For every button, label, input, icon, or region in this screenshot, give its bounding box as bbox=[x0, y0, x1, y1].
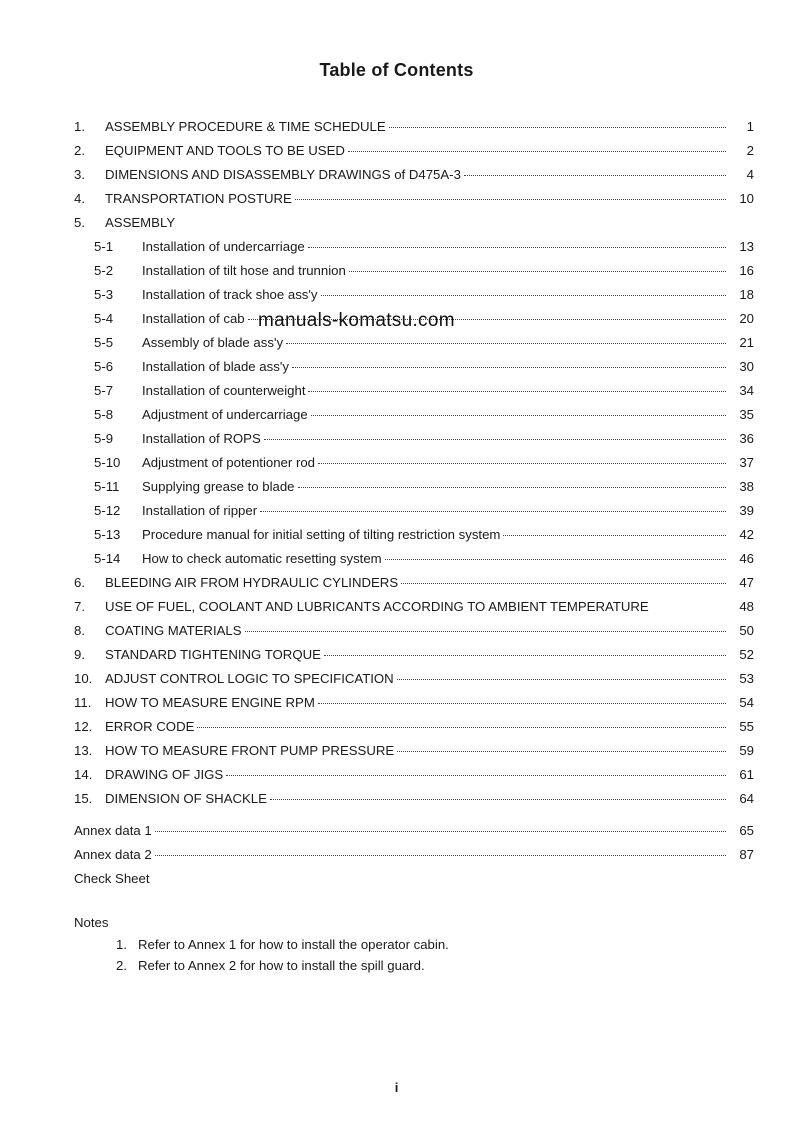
toc-page: 34 bbox=[739, 383, 754, 398]
dot-leader bbox=[270, 799, 726, 800]
toc-page: 16 bbox=[739, 263, 754, 278]
annex-page: 87 bbox=[739, 847, 754, 862]
toc-entry-9[interactable] bbox=[74, 643, 754, 667]
toc-number: 1. bbox=[74, 119, 85, 134]
toc-label: EQUIPMENT AND TOOLS TO BE USED bbox=[105, 143, 345, 158]
notes-section bbox=[74, 912, 449, 976]
dot-leader bbox=[324, 655, 726, 656]
toc-number: 15. bbox=[74, 791, 93, 806]
note-text: Refer to Annex 1 for how to install the operator cabin. bbox=[138, 937, 449, 952]
toc-page: 36 bbox=[739, 431, 754, 446]
page-title: Table of Contents bbox=[319, 60, 474, 80]
toc-number: 5-13 bbox=[94, 527, 121, 542]
toc-entry-5-8[interactable] bbox=[74, 403, 754, 427]
toc-entry-3[interactable] bbox=[74, 163, 754, 187]
toc-number: 10. bbox=[74, 671, 93, 686]
toc-number: 5-2 bbox=[94, 263, 114, 278]
toc-entry-5-13[interactable] bbox=[74, 523, 754, 547]
toc-entry-14[interactable] bbox=[74, 763, 754, 787]
dot-leader bbox=[260, 511, 726, 512]
watermark: manuals-komatsu.com bbox=[258, 310, 455, 331]
toc-entry-4[interactable] bbox=[74, 187, 754, 211]
note-item bbox=[74, 955, 449, 976]
toc-page: 10 bbox=[739, 191, 754, 206]
toc-page: 37 bbox=[739, 455, 754, 470]
toc-page: 53 bbox=[739, 671, 754, 686]
toc-number: 5-5 bbox=[94, 335, 114, 350]
toc-entry-6[interactable] bbox=[74, 571, 754, 595]
toc-page: 54 bbox=[739, 695, 754, 710]
toc-label: HOW TO MEASURE ENGINE RPM bbox=[105, 695, 315, 710]
toc-label: USE OF FUEL, COOLANT AND LUBRICANTS ACCORDING TO AMBIENT TEMPERATURE bbox=[105, 599, 649, 614]
dot-leader bbox=[245, 631, 726, 632]
annex-entry-2[interactable] bbox=[74, 843, 754, 867]
toc-entry-5-6[interactable] bbox=[74, 355, 754, 379]
dot-leader bbox=[155, 855, 726, 856]
toc-entry-5-7[interactable] bbox=[74, 379, 754, 403]
toc-label: Adjustment of potentioner rod bbox=[142, 455, 316, 470]
toc-page: 35 bbox=[739, 407, 754, 422]
table-of-contents bbox=[74, 115, 754, 891]
toc-page: 2 bbox=[746, 143, 754, 158]
toc-label: Installation of counterweight bbox=[142, 383, 306, 398]
toc-page: 46 bbox=[739, 551, 754, 566]
toc-label: BLEEDING AIR FROM HYDRAULIC CYLINDERS bbox=[105, 575, 399, 590]
dot-leader bbox=[286, 343, 726, 344]
toc-page: 30 bbox=[739, 359, 754, 374]
toc-entry-5-12[interactable] bbox=[74, 499, 754, 523]
annex-label: Check Sheet bbox=[74, 871, 150, 886]
toc-page: 55 bbox=[739, 719, 754, 734]
toc-label: ERROR CODE bbox=[105, 719, 195, 734]
note-number: 1. bbox=[116, 937, 127, 952]
toc-label: How to check automatic resetting system bbox=[142, 551, 382, 566]
toc-entry-5-5[interactable] bbox=[74, 331, 754, 355]
dot-leader bbox=[349, 271, 726, 272]
toc-number: 5-3 bbox=[94, 287, 114, 302]
dot-leader bbox=[318, 463, 726, 464]
toc-number: 5-4 bbox=[94, 311, 114, 326]
toc-page: 38 bbox=[739, 479, 754, 494]
annex-entry-1[interactable] bbox=[74, 819, 754, 843]
toc-page: 47 bbox=[739, 575, 754, 590]
toc-number: 13. bbox=[74, 743, 93, 758]
toc-page: 4 bbox=[746, 167, 754, 182]
annex-label: Annex data 1 bbox=[74, 823, 152, 838]
toc-label: DIMENSION OF SHACKLE bbox=[105, 791, 267, 806]
toc-page: 21 bbox=[739, 335, 754, 350]
toc-number: 3. bbox=[74, 167, 85, 182]
dot-leader bbox=[197, 727, 726, 728]
dot-leader bbox=[155, 831, 726, 832]
toc-label: Installation of ripper bbox=[142, 503, 258, 518]
dot-leader bbox=[385, 559, 726, 560]
toc-number: 14. bbox=[74, 767, 93, 782]
toc-label: Assembly of blade ass'y bbox=[142, 335, 284, 350]
dot-leader bbox=[348, 151, 726, 152]
toc-entry-5-11[interactable] bbox=[74, 475, 754, 499]
toc-label: Supplying grease to blade bbox=[142, 479, 295, 494]
toc-number: 5-1 bbox=[94, 239, 114, 254]
dot-leader bbox=[308, 391, 726, 392]
toc-page: 20 bbox=[739, 311, 754, 326]
toc-page: 59 bbox=[739, 743, 754, 758]
toc-entry-15[interactable] bbox=[74, 787, 754, 811]
toc-page: 42 bbox=[739, 527, 754, 542]
dot-leader bbox=[295, 199, 726, 200]
toc-number: 4. bbox=[74, 191, 85, 206]
toc-label: STANDARD TIGHTENING TORQUE bbox=[105, 647, 321, 662]
annex-page: 65 bbox=[739, 823, 754, 838]
toc-entry-13[interactable] bbox=[74, 739, 754, 763]
toc-entry-10[interactable] bbox=[74, 667, 754, 691]
toc-entry-5-14[interactable] bbox=[74, 547, 754, 571]
toc-number: 8. bbox=[74, 623, 85, 638]
check-sheet-entry[interactable] bbox=[74, 867, 754, 891]
toc-label: Adjustment of undercarriage bbox=[142, 407, 308, 422]
toc-entry-7[interactable] bbox=[74, 595, 754, 619]
toc-page: 61 bbox=[739, 767, 754, 782]
annex-label: Annex data 2 bbox=[74, 847, 152, 862]
toc-page: 50 bbox=[739, 623, 754, 638]
dot-leader bbox=[292, 367, 726, 368]
dot-leader bbox=[308, 247, 726, 248]
notes-title: Notes bbox=[74, 915, 109, 930]
toc-label: ADJUST CONTROL LOGIC TO SPECIFICATION bbox=[105, 671, 394, 686]
toc-label: Procedure manual for initial setting of tilting restriction system bbox=[142, 527, 501, 542]
dot-leader bbox=[397, 679, 726, 680]
toc-entry-5-1[interactable] bbox=[74, 235, 754, 259]
toc-number: 5. bbox=[74, 215, 85, 230]
toc-label: COATING MATERIALS bbox=[105, 623, 242, 638]
dot-leader bbox=[503, 535, 726, 536]
toc-number: 5-10 bbox=[94, 455, 121, 470]
toc-entry-12[interactable] bbox=[74, 715, 754, 739]
toc-page: 64 bbox=[739, 791, 754, 806]
toc-label: Installation of cab bbox=[142, 311, 245, 326]
toc-number: 9. bbox=[74, 647, 85, 662]
toc-number: 5-11 bbox=[94, 479, 120, 494]
dot-leader bbox=[464, 175, 726, 176]
toc-label: ASSEMBLY bbox=[105, 215, 176, 230]
toc-entry-5-9[interactable] bbox=[74, 427, 754, 451]
dot-leader bbox=[389, 127, 726, 128]
toc-number: 7. bbox=[74, 599, 85, 614]
toc-number: 6. bbox=[74, 575, 85, 590]
toc-number: 5-8 bbox=[94, 407, 114, 422]
toc-page: 39 bbox=[739, 503, 754, 518]
toc-label: TRANSPORTATION POSTURE bbox=[105, 191, 292, 206]
toc-page: 18 bbox=[739, 287, 754, 302]
toc-entry-11[interactable] bbox=[74, 691, 754, 715]
toc-number: 5-7 bbox=[94, 383, 114, 398]
toc-label: Installation of ROPS bbox=[142, 431, 261, 446]
dot-leader bbox=[397, 751, 726, 752]
dot-leader bbox=[226, 775, 726, 776]
dot-leader bbox=[318, 703, 726, 704]
toc-entry-5-3[interactable] bbox=[74, 283, 754, 307]
toc-number: 5-9 bbox=[94, 431, 114, 446]
toc-label: Installation of undercarriage bbox=[142, 239, 305, 254]
toc-label: ASSEMBLY PROCEDURE & TIME SCHEDULE bbox=[105, 119, 386, 134]
toc-entry-5-10[interactable] bbox=[74, 451, 754, 475]
toc-page: 1 bbox=[746, 119, 754, 134]
toc-label: HOW TO MEASURE FRONT PUMP PRESSURE bbox=[105, 743, 395, 758]
note-text: Refer to Annex 2 for how to install the spill guard. bbox=[138, 958, 425, 973]
page-number: i bbox=[394, 1080, 399, 1095]
toc-label: DIMENSIONS AND DISASSEMBLY DRAWINGS of D475A-3 bbox=[105, 167, 461, 182]
toc-entry-5-2[interactable] bbox=[74, 259, 754, 283]
toc-number: 2. bbox=[74, 143, 85, 158]
note-item bbox=[74, 934, 449, 955]
dot-leader bbox=[311, 415, 726, 416]
toc-entry-2[interactable] bbox=[74, 139, 754, 163]
toc-label: Installation of track shoe ass'y bbox=[142, 287, 318, 302]
toc-label: Installation of blade ass'y bbox=[142, 359, 289, 374]
toc-number: 5-14 bbox=[94, 551, 121, 566]
toc-number: 5-12 bbox=[94, 503, 121, 518]
toc-number: 12. bbox=[74, 719, 93, 734]
toc-entry-8[interactable] bbox=[74, 619, 754, 643]
toc-label: Installation of tilt hose and trunnion bbox=[142, 263, 346, 278]
toc-page: 13 bbox=[739, 239, 754, 254]
note-number: 2. bbox=[116, 958, 127, 973]
toc-number: 5-6 bbox=[94, 359, 114, 374]
toc-label: DRAWING OF JIGS bbox=[105, 767, 224, 782]
toc-entry-5[interactable] bbox=[74, 211, 754, 235]
toc-number: 11. bbox=[74, 695, 92, 710]
dot-leader bbox=[321, 295, 726, 296]
toc-page: 48 bbox=[739, 599, 754, 614]
dot-leader bbox=[298, 487, 727, 488]
dot-leader bbox=[264, 439, 726, 440]
toc-page: 52 bbox=[739, 647, 754, 662]
toc-entry-1[interactable] bbox=[74, 115, 754, 139]
dot-leader bbox=[401, 583, 726, 584]
